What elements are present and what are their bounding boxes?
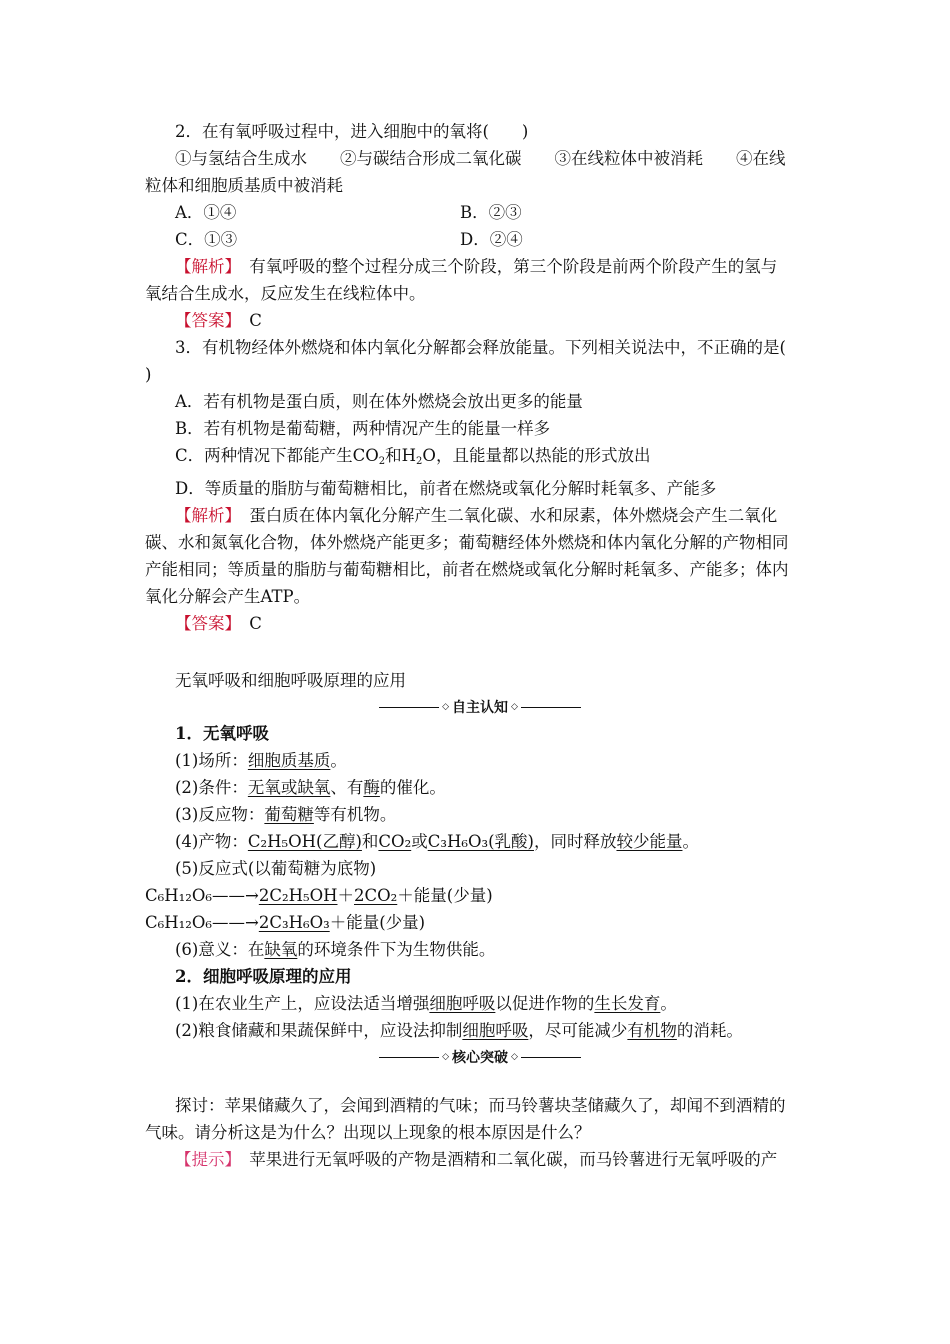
q2-analysis-line1: 有氧呼吸的整个过程分成三个阶段，第三个阶段是前两个阶段产生的氢与 [232,257,778,276]
s1-l2-answer1: 无氧或缺氧 [247,778,331,797]
s2-line2 [145,1017,815,1044]
s2-l1-answer2: 生长发育 [594,994,661,1013]
s2-l1-answer1: 细胞呼吸 [429,994,496,1013]
s2-l2-post: 的消耗。 [676,1021,743,1040]
q3-stem-line2: ) [145,365,152,384]
diamond-icon: ◇ [442,702,449,712]
s1-l4-answer3: C₃H₆O₃(乳酸) [427,832,534,851]
q3-stem-line1: 3．有机物经体外燃烧和体内氧化分解都会释放能量。下列相关说法中，不正确的是( [175,338,786,357]
q2-analysis-line2: 氧结合生成水，反应发生在线粒体中。 [145,284,426,303]
s1-l4-mid2: 或 [411,832,428,851]
divider-line-right [521,707,581,708]
diamond-icon: ◇ [442,1052,449,1062]
s1-eq1-answer1: 2C₂H₅OH [258,886,338,905]
s1-equation2 [145,909,815,936]
q3-analysis-line3: 产能相同；等质量的脂肪与葡萄糖相比，前者在燃烧或氧化分解时耗氧多、产能多；体内 [145,560,789,579]
divider-self-study-label: 自主认知 [452,700,508,716]
s1-l3-pre: (3)反应物： [175,805,265,824]
s2-l1-post: 。 [660,994,677,1013]
q2-stem-text: 2．在有氧呼吸过程中，进入细胞中的氧将( ) [175,122,529,141]
s2-l1-mid: 以促进作物的 [495,994,595,1013]
q2-option-c: C．①③ [175,230,238,249]
s2-line1 [145,990,815,1017]
explore-line2: 气味。请分析这是为什么？出现以上现象的根本原因是什么？ [145,1123,591,1142]
spacer [145,1070,815,1092]
s1-l4-answer4: 较少能量 [616,832,683,851]
q2-choices-line1: ①与氢结合生成水 ②与碳结合形成二氧化碳 ③在线粒体中被消耗 ④在线 [175,149,786,168]
q2-option-a: A．①④ [175,203,237,222]
q3-analysis-line1: 蛋白质在体内氧化分解产生二氧化碳、水和尿素，体外燃烧会产生二氧化 [232,506,778,525]
s1-l2-answer2: 酶 [363,778,380,797]
s2-l2-answer1: 细胞呼吸 [462,1021,529,1040]
s2-l2-mid: ，尽可能减少 [528,1021,628,1040]
q3-analysis-line4: 氧化分解会产生ATP。 [145,587,311,606]
explore-hint [145,1146,815,1173]
q3-answer-value: C [232,614,262,633]
q3-analysis [145,502,815,529]
q3-answer [145,610,815,637]
s1-heading: 1．无氧呼吸 [175,724,269,743]
s2-heading: 2．细胞呼吸原理的应用 [175,967,352,986]
s1-l2-mid: 、有 [330,778,364,797]
s1-l1-pre: (1)场所： [175,751,248,770]
q2-stem [145,118,815,145]
s1-l4-mid3: ，同时释放 [533,832,617,851]
q3-option-c-sub1: 2 [378,456,386,467]
q3-analysis-tag: 【解析】 [175,506,233,525]
s1-l4-answer2: CO₂ [378,832,412,851]
s1-eq1-answer2: 2CO₂ [354,886,398,905]
divider-self-study [145,694,815,720]
q3-option-c-sub2: 2 [416,456,423,467]
q3-option-c-post: O，且能量都以热能的形式放出 [422,446,651,465]
q3-answer-tag: 【答案】 [175,614,233,633]
s1-l2-pre: (2)条件： [175,778,248,797]
s1-eq1-mid: ＋ [337,886,354,905]
spacer [145,637,815,665]
divider-line-left [379,1057,439,1058]
s1-line4 [145,828,815,855]
s1-eq2-post: ＋能量(少量) [329,913,426,932]
section-title: 无氧呼吸和细胞呼吸原理的应用 [175,671,406,690]
divider-core-breakthrough [145,1044,815,1070]
q2-answer-tag: 【答案】 [175,311,233,330]
q2-option-b: B．②③ [460,203,522,222]
q2-options-row2 [145,226,815,253]
q3-option-a: A．若有机物是蛋白质，则在体外燃烧会放出更多的能量 [175,392,583,411]
s1-l6-answer: 缺氧 [264,940,298,959]
q3-analysis-line2: 碳、水和氮氧化合物，体外燃烧产能更多；葡萄糖经体外燃烧和体内氧化分解的产物相同 [145,533,789,552]
s1-l4-pre: (4)产物： [175,832,248,851]
q2-analysis [145,253,815,280]
s1-line2 [145,774,815,801]
divider-line-right [521,1057,581,1058]
q3-option-b: B．若有机物是葡萄糖，两种情况产生的能量一样多 [175,419,551,438]
q2-analysis-tag: 【解析】 [175,257,233,276]
s1-eq1-post: ＋能量(少量) [397,886,493,905]
q2-answer-value: C [232,311,262,330]
q2-option-d: D．②④ [460,230,523,249]
divider-line-left [379,707,439,708]
q3-option-c-pre: C．两种情况下都能产生CO [175,446,379,465]
s1-l6-post: 的环境条件下为生物供能。 [297,940,496,959]
q3-option-c-mid: 和H [385,446,417,465]
s1-l3-answer: 葡萄糖 [264,805,314,824]
s1-equation1 [145,882,815,909]
s2-l2-pre: (2)粮食储藏和果蔬保鲜中，应设法抑制 [175,1021,463,1040]
s1-l2-post: 的催化。 [379,778,446,797]
s1-line3 [145,801,815,828]
divider-core-breakthrough-label: 核心突破 [452,1050,508,1066]
s2-l2-answer2: 有机物 [627,1021,677,1040]
q2-answer [145,307,815,334]
s1-l3-post: 等有机物。 [313,805,397,824]
q2-choices-line2: 粒体和细胞质基质中被消耗 [145,176,343,195]
s1-eq2-answer: 2C₃H₆O₃ [258,913,330,932]
s1-line6 [145,936,815,963]
hint-tag: 【提示】 [175,1150,233,1169]
s2-l1-pre: (1)在农业生产上，应设法适当增强 [175,994,430,1013]
content [145,118,815,1173]
s1-line1 [145,747,815,774]
s1-l6-pre: (6)意义：在 [175,940,265,959]
s1-l4-answer1: C₂H₅OH(乙醇) [247,832,362,851]
s1-eq1-pre: C₆H₁₂O₆——→ [145,886,259,905]
q3-option-c [145,442,815,475]
s1-l4-post: 。 [682,832,699,851]
diamond-icon: ◇ [511,1052,518,1062]
q3-option-d: D．等质量的脂肪与葡萄糖相比，前者在燃烧或氧化分解时耗氧多、产能多 [175,479,717,498]
q2-options-row1 [145,199,815,226]
s1-l4-mid1: 和 [361,832,379,851]
hint-line1: 苹果进行无氧呼吸的产物是酒精和二氧化碳，而马铃薯进行无氧呼吸的产 [232,1150,778,1169]
s1-eq2-pre: C₆H₁₂O₆——→ [145,913,259,932]
s1-l1-post: 。 [330,751,347,770]
s1-l1-answer: 细胞质基质 [247,751,331,770]
diamond-icon: ◇ [511,702,518,712]
explore-line1: 探讨：苹果储藏久了，会闻到酒精的气味；而马铃薯块茎储藏久了，却闻不到酒精的 [175,1096,786,1115]
s1-line5: (5)反应式(以葡萄糖为底物) [175,859,377,878]
